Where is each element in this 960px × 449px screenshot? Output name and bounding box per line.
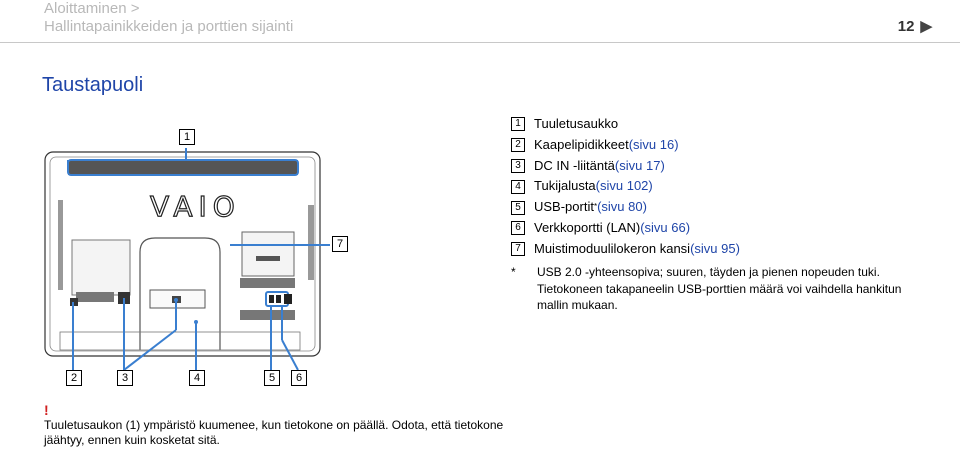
legend-item	[511, 239, 740, 260]
vent-strip	[68, 160, 298, 175]
legend-number: 3	[511, 159, 525, 173]
legend-number: 1	[511, 117, 525, 131]
callout-3: 3	[117, 370, 133, 386]
header-breadcrumb-parent[interactable]: Aloittaminen >	[44, 0, 140, 17]
legend-link[interactable]: (sivu 17)	[614, 157, 665, 173]
callout-6: 6	[291, 370, 307, 386]
legend-label: DC IN -liitäntä	[534, 157, 615, 173]
legend-label: Tuuletusaukko	[534, 116, 619, 131]
legend-label: Tukijalusta	[534, 178, 596, 194]
legend-label: USB-portit	[534, 199, 594, 215]
legend-link[interactable]: (sivu 16)	[628, 136, 679, 152]
legend-number: 5	[511, 201, 525, 215]
legend-number: 7	[511, 242, 525, 256]
footnote-marker: *	[511, 265, 516, 279]
footnote-line1: USB 2.0 -yhteensopiva; suuren, täyden ja pienen nopeuden tuki.	[537, 265, 880, 279]
memory-cover	[242, 232, 294, 276]
legend-link[interactable]: (sivu 102)	[595, 178, 653, 194]
callout-1: 1	[179, 129, 195, 145]
legend-label: Kaapelipidikkeet	[534, 136, 629, 152]
legend-number: 4	[511, 180, 525, 194]
legend-item	[511, 176, 740, 197]
legend-item	[511, 156, 740, 177]
callout-5: 5	[264, 370, 280, 386]
footnote	[511, 264, 931, 314]
legend-link[interactable]: (sivu 80)	[597, 199, 647, 215]
page-number: 12	[897, 17, 915, 35]
legend-link[interactable]: (sivu 95)	[690, 240, 740, 256]
legend-list	[511, 114, 740, 260]
legend-item	[511, 135, 740, 156]
callout-2: 2	[66, 370, 82, 386]
warning-text: Tuuletusaukon (1) ympäristö kuumenee, kun tietokone on päällä. Odota, että tietokone jäähtyy, ennen kuin kosketat sitä.	[44, 418, 504, 447]
legend-item	[511, 197, 740, 218]
legend-footnote-marker: *	[593, 202, 598, 212]
header-breadcrumb-current: Hallintapainikkeiden ja porttien sijainti	[44, 18, 294, 35]
footnote-line2: Tietokoneen takapaneelin USB-porttien määrä voi vaihdella hankitun mallin mukaan.	[537, 281, 902, 312]
legend-item	[511, 114, 740, 135]
legend-number: 2	[511, 138, 525, 152]
warning-block	[44, 403, 504, 448]
legend-label: Muistimoduulilokeron kansi	[534, 240, 691, 256]
next-page-icon[interactable]: ▶	[920, 18, 932, 35]
callout-7: 7	[332, 236, 348, 252]
warning-icon: !	[44, 402, 49, 418]
callout-4: 4	[189, 370, 205, 386]
legend-label: Verkkoportti (LAN)	[534, 219, 641, 235]
legend-item	[511, 218, 740, 239]
legend-number: 6	[511, 221, 525, 235]
section-title: Taustapuoli	[42, 74, 144, 96]
legend-link[interactable]: (sivu 66)	[640, 219, 691, 235]
vaio-logo: VAIO	[150, 190, 241, 223]
